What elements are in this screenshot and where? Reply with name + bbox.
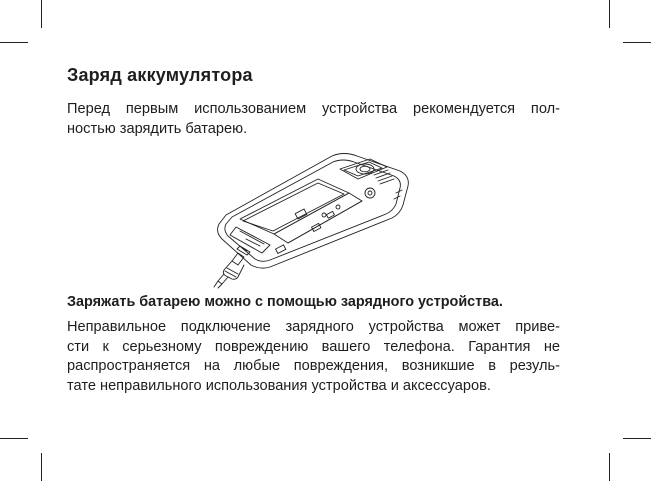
- crop-mark-top-right-vertical: [609, 0, 610, 28]
- crop-mark-top-right-horizontal: [623, 42, 651, 43]
- crop-mark-top-left-horizontal: [0, 42, 28, 43]
- crop-mark-bottom-right-horizontal: [623, 438, 651, 439]
- intro-line-2: ностью зарядить батарею.: [67, 120, 248, 137]
- phone-charging-illustration: [212, 153, 417, 289]
- crop-mark-bottom-left-horizontal: [0, 438, 28, 439]
- crop-mark-bottom-right-vertical: [609, 453, 610, 481]
- crop-mark-top-left-vertical: [41, 0, 42, 28]
- manual-page-content: [67, 62, 560, 394]
- charging-subtitle: Заряжать батарею можно с помощью зарядного устройства.: [67, 294, 503, 310]
- warning-line-4: тате неправильного использования устройства и аксессуаров.: [67, 377, 491, 394]
- warning-paragraph: [67, 318, 560, 396]
- section-title: Заряд аккумулятора: [67, 65, 253, 85]
- crop-mark-bottom-left-vertical: [41, 453, 42, 481]
- intro-paragraph: [67, 100, 560, 139]
- warning-line-2: сти к серьезному повреждению вашего телефона. Гарантия не: [67, 338, 560, 355]
- warning-line-3: распространяется на любые повреждения, возникшие в резуль-: [67, 358, 560, 374]
- warning-line-1: Неправильное подключение зарядного устройства может приве-: [67, 319, 560, 335]
- intro-line-1: Перед первым использованием устройства рекомендуется пол-: [67, 101, 560, 117]
